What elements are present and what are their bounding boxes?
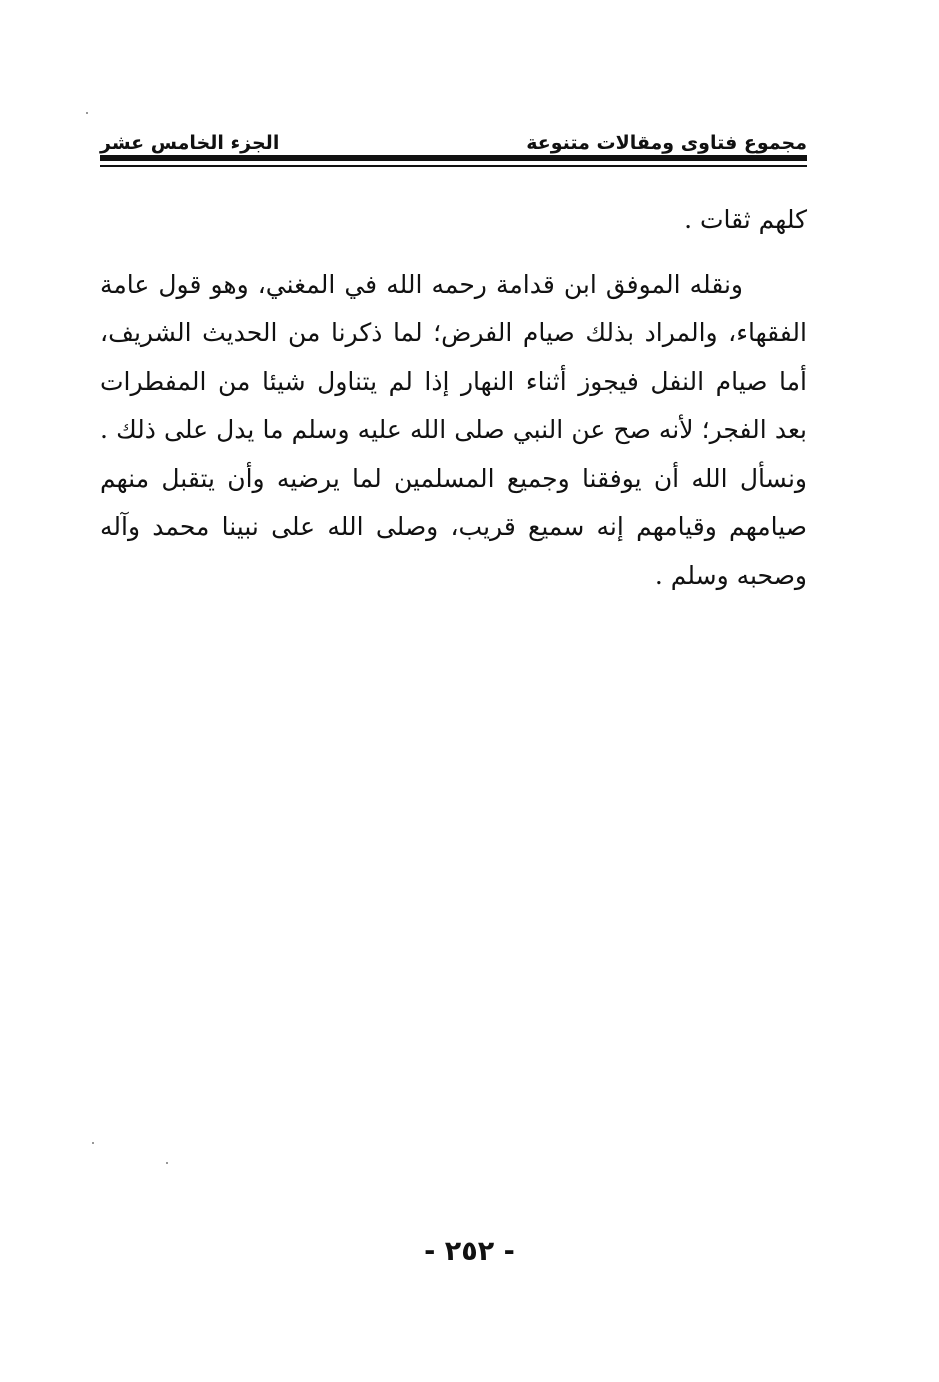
paragraph-continuation: كلهم ثقات . (684, 205, 807, 234)
volume-label: الجزء الخامس عشر (100, 132, 280, 154)
paragraph-main: ونقله الموفق ابن قدامة رحمه الله في المغني، وهو قول عامة الفقهاء، والمراد بذلك صيام الفرض؛ لما ذكرنا من الحديث الشريف، أما صيام النفل فيجوز أثناء النهار إذا لم يتناول شيئا من المفطرات بعد الفجر؛ لأنه صح عن النبي صلى الله عليه وسلم ما يدل على ذلك . ونسأل الله أن يوفقنا وجميع المسلمين لما يرضيه وأن يتقبل منهم صيامهم وقيامهم إنه سميع قريب، وصلى الله على نبينا محمد وآله وصحبه وسلم . (100, 269, 808, 590)
scan-speck (92, 1142, 94, 1144)
body-text (100, 196, 807, 600)
book-title: مجموع فتاوى ومقالات متنوعة (526, 132, 807, 154)
scan-speck (86, 112, 88, 114)
header-rule-thick (100, 155, 807, 161)
scan-speck (166, 1162, 168, 1164)
running-header (100, 118, 807, 154)
page-number: - ٢٥٢ - (424, 1236, 515, 1267)
header-rule-thin (100, 165, 807, 167)
